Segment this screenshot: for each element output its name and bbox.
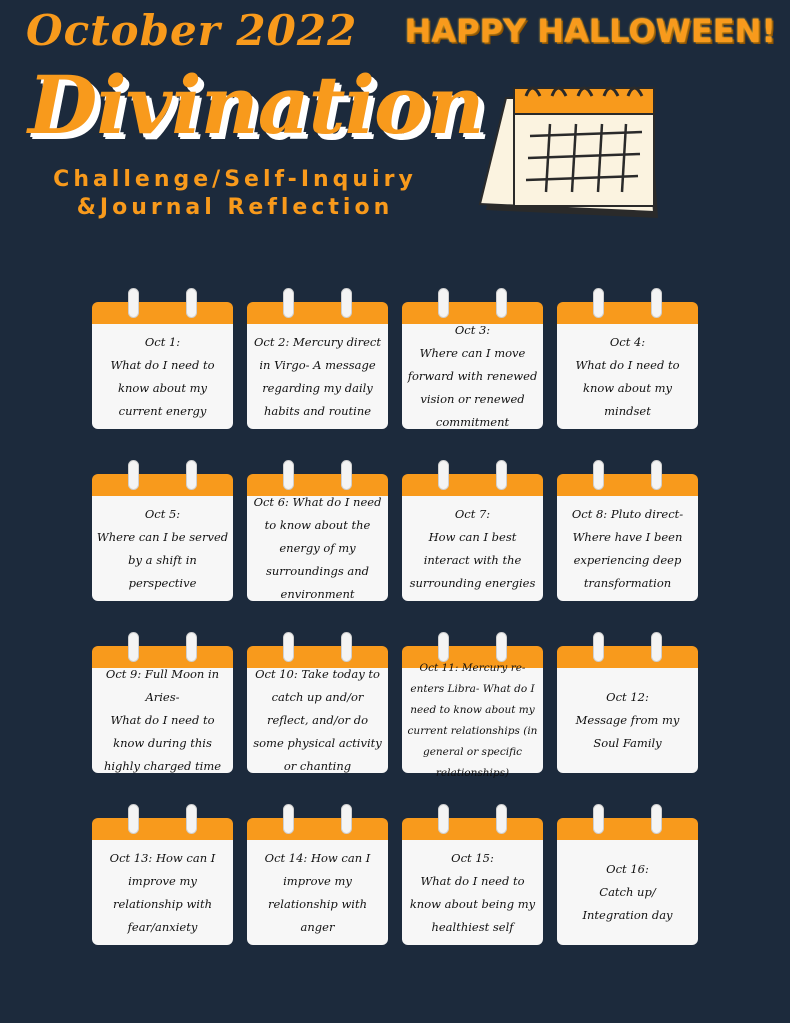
prompt-card [557, 288, 698, 429]
binder-ring-icon [128, 804, 139, 834]
card-body [402, 840, 543, 945]
binder-ring-icon [438, 460, 449, 490]
card-body [402, 324, 543, 429]
card-header [557, 302, 698, 324]
halloween-banner: HAPPY HALLOWEEN! [404, 12, 776, 50]
binder-ring-icon [186, 288, 197, 318]
card-body [92, 668, 233, 773]
card-body [92, 496, 233, 601]
binder-ring-icon [341, 288, 352, 318]
binder-ring-icon [128, 632, 139, 662]
prompt-card [247, 804, 388, 945]
binder-ring-icon [341, 632, 352, 662]
card-body [247, 496, 388, 601]
prompt-text: Oct 6: What do I need to know about the energy of my surroundings and environment [253, 495, 382, 601]
card-header [402, 818, 543, 840]
binder-ring-icon [438, 288, 449, 318]
prompt-text: Oct 14: How can I improve my relationship with anger [264, 850, 371, 934]
binder-ring-icon [283, 460, 294, 490]
binder-ring-icon [651, 460, 662, 490]
binder-ring-icon [186, 632, 197, 662]
calendar-icon [478, 78, 668, 223]
card-body [92, 324, 233, 429]
binder-ring-icon [186, 804, 197, 834]
prompt-card [557, 460, 698, 601]
binder-ring-icon [128, 288, 139, 318]
prompt-text: Oct 11: Mercury re-enters Libra- What do I need to know about my current relationships (in general or specific relationships) [407, 661, 538, 779]
card-header [247, 302, 388, 324]
binder-ring-icon [341, 460, 352, 490]
prompt-text: Oct 8: Pluto direct- Where have I been experiencing deep transformation [571, 506, 684, 590]
card-body [557, 496, 698, 601]
prompt-text: Oct 3: Where can I move forward with renewed vision or renewed commitment [407, 323, 538, 429]
card-body [557, 668, 698, 773]
prompt-card [402, 632, 543, 779]
binder-ring-icon [186, 460, 197, 490]
prompt-text: Oct 5: Where can I be served by a shift in perspective [96, 506, 229, 590]
prompt-card [92, 288, 233, 429]
subtitle [30, 166, 440, 222]
binder-ring-icon [651, 804, 662, 834]
prompt-text: Oct 9: Full Moon in Aries- What do I need to know during this highly charged time [103, 667, 222, 773]
card-body [557, 324, 698, 429]
prompt-text: Oct 10: Take today to catch up and/or reflect, and/or do some physical activity or chanting [253, 667, 382, 773]
prompt-card [247, 460, 388, 601]
card-header [92, 302, 233, 324]
card-header [247, 818, 388, 840]
prompt-text: Oct 13: How can I improve my relationship with fear/anxiety [109, 850, 216, 934]
card-header [557, 646, 698, 668]
binder-ring-icon [593, 804, 604, 834]
prompt-text: Oct 15: What do I need to know about being my healthiest self [409, 850, 536, 934]
card-body [402, 661, 543, 779]
binder-ring-icon [283, 632, 294, 662]
card-body [402, 496, 543, 601]
card-body [247, 840, 388, 945]
prompt-card [402, 288, 543, 429]
binder-ring-icon [128, 460, 139, 490]
binder-ring-icon [593, 632, 604, 662]
prompt-grid [92, 288, 698, 945]
month-title: October 2022 [26, 6, 358, 55]
prompt-card [402, 460, 543, 601]
card-body [92, 840, 233, 945]
card-body [247, 668, 388, 773]
binder-ring-icon [283, 288, 294, 318]
card-body [247, 324, 388, 429]
binder-ring-icon [593, 460, 604, 490]
card-header [557, 818, 698, 840]
binder-ring-icon [593, 288, 604, 318]
prompt-text: Oct 1: What do I need to know about my current energy [110, 334, 215, 418]
subtitle-line-1: Challenge/Self-Inquiry [53, 167, 417, 192]
card-header [92, 818, 233, 840]
prompt-card [247, 632, 388, 773]
prompt-card [92, 460, 233, 601]
subtitle-line-2: &Journal Reflection [76, 195, 394, 220]
binder-ring-icon [651, 288, 662, 318]
binder-ring-icon [496, 288, 507, 318]
card-body [557, 840, 698, 945]
card-header [92, 474, 233, 496]
prompt-card [402, 804, 543, 945]
binder-ring-icon [438, 804, 449, 834]
binder-ring-icon [496, 460, 507, 490]
card-header [402, 474, 543, 496]
prompt-text: Oct 16: Catch up/ Integration day [582, 862, 673, 922]
prompt-text: Oct 7: How can I best interact with the surrounding energies [409, 506, 536, 590]
binder-ring-icon [341, 804, 352, 834]
card-header [557, 474, 698, 496]
prompt-card [92, 804, 233, 945]
prompt-text: Oct 12: Message from my Soul Family [575, 690, 680, 750]
prompt-text: Oct 2: Mercury direct in Virgo- A message regarding my daily habits and routine [254, 334, 381, 418]
prompt-card [557, 632, 698, 773]
prompt-card [247, 288, 388, 429]
prompt-card [92, 632, 233, 773]
main-title: Divination [28, 58, 484, 152]
prompt-card [557, 804, 698, 945]
binder-ring-icon [496, 804, 507, 834]
binder-ring-icon [651, 632, 662, 662]
binder-ring-icon [283, 804, 294, 834]
prompt-text: Oct 4: What do I need to know about my mindset [575, 334, 680, 418]
